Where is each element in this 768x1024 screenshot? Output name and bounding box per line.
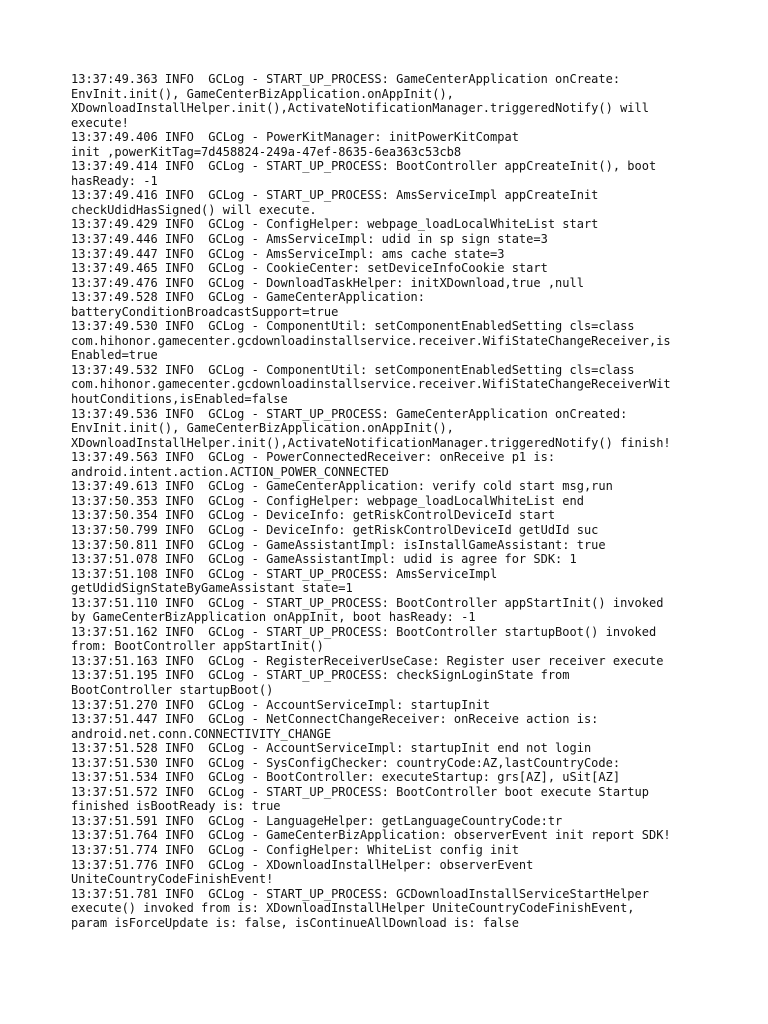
- log-line: 13:37:49.563 INFO GCLog - PowerConnectedReceiver: onReceive p1 is:: [71, 450, 556, 465]
- log-line: execute() invoked from is: XDownloadInstallHelper UniteCountryCodeFinishEvent,: [71, 901, 635, 916]
- log-line: 13:37:51.534 INFO GCLog - BootController: executeStartup: grs[AZ], uSit[AZ]: [71, 770, 621, 785]
- log-line: com.hihonor.gamecenter.gcdownloadinstallservice.receiver.WifiStateChangeReceiver,is: [71, 333, 671, 348]
- log-line: 13:37:51.108 INFO GCLog - START_UP_PROCESS: AmsServiceImpl: [71, 566, 498, 581]
- log-line: 13:37:49.447 INFO GCLog - AmsServiceImpl: ams cache state=3: [71, 246, 505, 261]
- log-line: android.intent.action.ACTION_POWER_CONNECTED: [71, 464, 389, 479]
- log-line: BootController startupBoot(): [71, 682, 274, 697]
- log-document: [71, 72, 701, 930]
- log-line: 13:37:49.528 INFO GCLog - GameCenterApplication:: [71, 290, 426, 305]
- log-line: 13:37:51.528 INFO GCLog - AccountServiceImpl: startupInit end not login: [71, 741, 592, 756]
- log-line: by GameCenterBizApplication onAppInit, boot hasReady: -1: [71, 610, 476, 625]
- log-line: 13:37:50.799 INFO GCLog - DeviceInfo: getRiskControlDeviceId getUdId suc: [71, 522, 599, 537]
- log-line: finished isBootReady is: true: [71, 799, 281, 814]
- log-line: 13:37:49.446 INFO GCLog - AmsServiceImpl: udid in sp sign state=3: [71, 232, 548, 247]
- log-line: houtConditions,isEnabled=false: [71, 392, 288, 407]
- log-line: from: BootController appStartInit(): [71, 639, 324, 654]
- log-line: com.hihonor.gamecenter.gcdownloadinstallservice.receiver.WifiStateChangeReceiverWit: [71, 377, 671, 392]
- log-line: 13:37:49.613 INFO GCLog - GameCenterApplication: verify cold start msg,run: [71, 479, 613, 494]
- log-line: 13:37:51.110 INFO GCLog - START_UP_PROCESS: BootController appStartInit() invoked: [71, 595, 664, 610]
- log-line: 13:37:49.363 INFO GCLog - START_UP_PROCESS: GameCenterApplication onCreate:: [71, 72, 621, 86]
- log-line: XDownloadInstallHelper.init(),ActivateNotificationManager.triggeredNotify() will: [71, 101, 649, 116]
- log-line: 13:37:51.530 INFO GCLog - SysConfigChecker: countryCode:AZ,lastCountryCode:: [71, 755, 621, 770]
- log-line: 13:37:49.536 INFO GCLog - START_UP_PROCESS: GameCenterApplication onCreated:: [71, 406, 628, 421]
- log-line: hasReady: -1: [71, 173, 158, 188]
- log-line: 13:37:49.429 INFO GCLog - ConfigHelper: webpage_loadLocalWhiteList start: [71, 217, 599, 232]
- log-line: checkUdidHasSigned() will execute.: [71, 202, 317, 217]
- log-line: init ,powerKitTag=7d458824-249a-47ef-8635-6ea363c53cb8: [71, 144, 462, 159]
- log-line: param isForceUpdate is: false, isContinueAllDownload is: false: [71, 915, 519, 930]
- log-line: 13:37:51.781 INFO GCLog - START_UP_PROCESS: GCDownloadInstallServiceStartHelper: [71, 886, 649, 901]
- log-line: getUdidSignStateByGameAssistant state=1: [71, 581, 353, 596]
- log-line: execute!: [71, 115, 129, 130]
- log-line: 13:37:50.811 INFO GCLog - GameAssistantImpl: isInstallGameAssistant: true: [71, 537, 606, 552]
- log-line: 13:37:51.195 INFO GCLog - START_UP_PROCESS: checkSignLoginState from: [71, 668, 570, 683]
- log-line: UniteCountryCodeFinishEvent!: [71, 872, 274, 887]
- log-line: EnvInit.init(), GameCenterBizApplication.onAppInit(),: [71, 421, 454, 436]
- log-line: EnvInit.init(), GameCenterBizApplication.onAppInit(),: [71, 86, 454, 101]
- log-line: 13:37:49.532 INFO GCLog - ComponentUtil: setComponentEnabledSetting cls=class: [71, 362, 635, 377]
- log-line: 13:37:51.764 INFO GCLog - GameCenterBizApplication: observerEvent init report SDK!: [71, 828, 671, 843]
- log-line: 13:37:50.353 INFO GCLog - ConfigHelper: webpage_loadLocalWhiteList end: [71, 493, 584, 508]
- log-line: 13:37:50.354 INFO GCLog - DeviceInfo: getRiskControlDeviceId start: [71, 508, 556, 523]
- log-line: 13:37:49.416 INFO GCLog - START_UP_PROCESS: AmsServiceImpl appCreateInit: [71, 188, 599, 203]
- log-line: 13:37:51.270 INFO GCLog - AccountServiceImpl: startupInit: [71, 697, 491, 712]
- log-line: 13:37:49.476 INFO GCLog - DownloadTaskHelper: initXDownload,true ,null: [71, 275, 584, 290]
- log-line: 13:37:49.530 INFO GCLog - ComponentUtil: setComponentEnabledSetting cls=class: [71, 319, 635, 334]
- log-line: 13:37:51.591 INFO GCLog - LanguageHelper: getLanguageCountryCode:tr: [71, 813, 563, 828]
- log-line: 13:37:49.465 INFO GCLog - CookieCenter: setDeviceInfoCookie start: [71, 261, 548, 276]
- log-line: android.net.conn.CONNECTIVITY_CHANGE: [71, 726, 332, 741]
- log-line: 13:37:51.774 INFO GCLog - ConfigHelper: WhiteList config init: [71, 842, 519, 857]
- log-line: 13:37:51.078 INFO GCLog - GameAssistantImpl: udid is agree for SDK: 1: [71, 552, 577, 567]
- log-line: 13:37:51.447 INFO GCLog - NetConnectChangeReceiver: onReceive action is:: [71, 712, 599, 727]
- log-line: XDownloadInstallHelper.init(),ActivateNotificationManager.triggeredNotify() finish!: [71, 435, 671, 450]
- log-line: 13:37:51.776 INFO GCLog - XDownloadInstallHelper: observerEvent: [71, 857, 534, 872]
- log-line: Enabled=true: [71, 348, 158, 363]
- log-line: 13:37:51.163 INFO GCLog - RegisterReceiverUseCase: Register user receiver execute: [71, 653, 664, 668]
- log-line: 13:37:49.414 INFO GCLog - START_UP_PROCESS: BootController appCreateInit(), boot: [71, 159, 657, 174]
- log-line: 13:37:51.162 INFO GCLog - START_UP_PROCESS: BootController startupBoot() invoked: [71, 624, 657, 639]
- log-line: 13:37:51.572 INFO GCLog - START_UP_PROCESS: BootController boot execute Startup: [71, 784, 649, 799]
- log-line: 13:37:49.406 INFO GCLog - PowerKitManager: initPowerKitCompat: [71, 130, 519, 145]
- log-line: batteryConditionBroadcastSupport=true: [71, 304, 339, 319]
